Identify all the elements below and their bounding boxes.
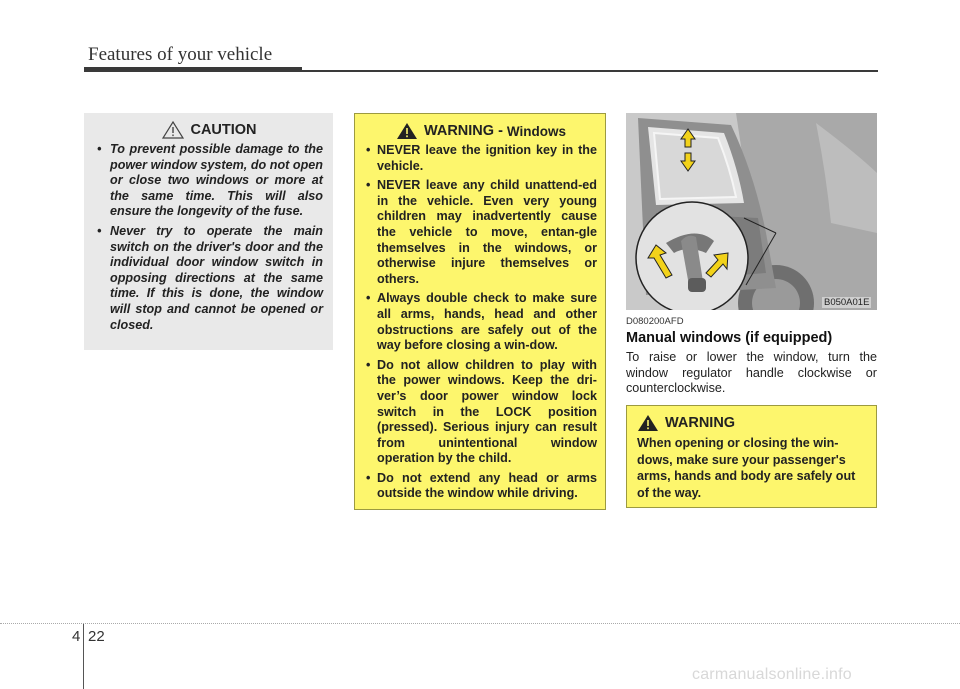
door-window-drawing <box>626 113 877 310</box>
warning-manual-heading <box>637 414 868 432</box>
section-body: To raise or lower the window, turn the window regulator handle clockwise or counterclockwise. <box>626 350 877 395</box>
header-rule-thick <box>84 67 302 72</box>
header-rule-thin <box>302 70 878 72</box>
caution-item: • Never try to operate the main switch on the driver's door and the individual door window switch in opposing directions at the same time. If this is done, the window will stop and cannot be opened or closed. <box>96 224 323 333</box>
page-chapter-number: 4 <box>72 628 81 645</box>
warning-item: • NEVER leave any child unattend-ed in the vehicle. Even very young children may inadvertently cause the vehicle to move, entan-gle themselves in the windows, or otherwise injure themselves or others. <box>365 178 597 287</box>
footer-dotted-rule <box>0 623 960 624</box>
section-title: Manual windows (if equipped) <box>626 330 833 346</box>
warning-windows-subtitle: Windows <box>506 123 567 139</box>
warning-windows-box <box>354 113 606 510</box>
warning-triangle-icon <box>637 414 659 432</box>
warning-windows-heading <box>365 122 597 140</box>
warning-item: • Always double check to make sure all arms, hands, head and other obstructions are safely out of the way before closing a win-dow. <box>365 291 597 353</box>
warning-item: • Do not extend any head or arms outside the window while driving. <box>365 471 597 502</box>
warning-windows-list <box>365 143 597 502</box>
warning-manual-text: When opening or closing the win-dows, make sure your passenger's arms, hands and body are safely out of the way. <box>637 436 856 500</box>
warning-item: • Do not allow children to play with the power windows. Keep the dri-ver’s door power window lock switch in the LOCK position (pressed). Serious injury can result from unintentional window operation by the child. <box>365 358 597 467</box>
caution-title: CAUTION <box>190 122 257 138</box>
section-code: D080200AFD <box>626 316 684 327</box>
caution-item: • To prevent possible damage to the power window system, do not open or close two windows or more at the same time. This will also ensure the longevity of the fuse. <box>96 142 323 220</box>
page-header-title: Features of your vehicle <box>88 44 273 65</box>
figure-code: B050A01E <box>824 297 870 308</box>
warning-manual-title: WARNING <box>665 415 736 431</box>
warning-windows-title: WARNING - <box>423 123 503 139</box>
caution-triangle-icon <box>162 121 184 139</box>
footer-vertical-rule <box>83 624 84 689</box>
caution-list <box>96 142 323 333</box>
caution-box <box>84 113 333 350</box>
warning-triangle-icon <box>396 122 418 140</box>
manual-window-illustration <box>626 113 877 310</box>
page-number: 22 <box>88 628 105 645</box>
watermark-text: carmanualsonline.info <box>692 666 852 683</box>
warning-item: • NEVER leave the ignition key in the vehicle. <box>365 143 597 174</box>
caution-heading <box>96 121 323 139</box>
warning-manual-box <box>626 405 877 508</box>
